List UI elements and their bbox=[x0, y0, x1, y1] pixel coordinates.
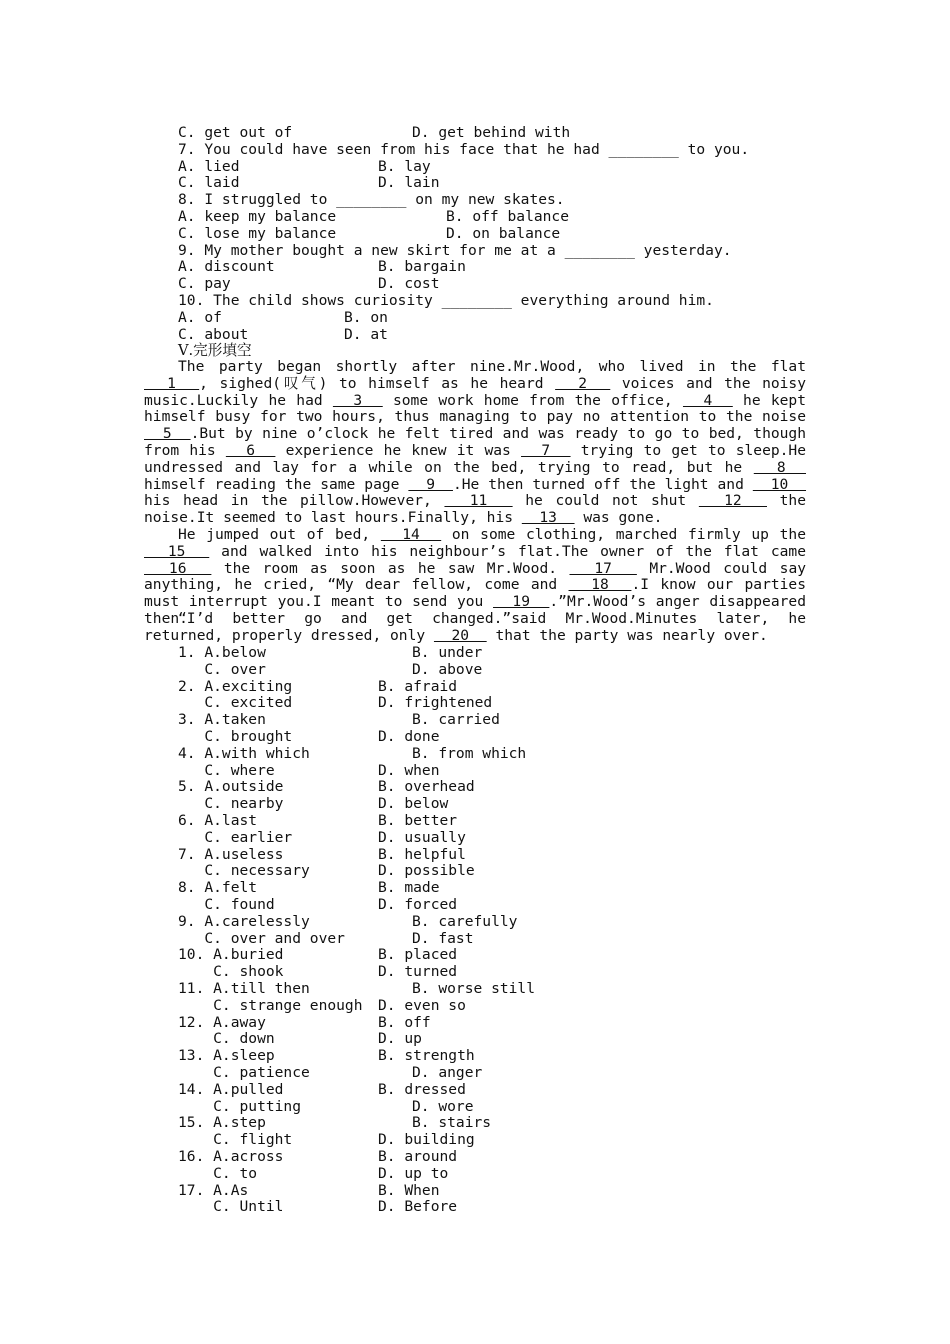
option-right: B. off balance bbox=[446, 208, 570, 225]
option-right: B. on bbox=[344, 308, 388, 326]
option-right: B. afraid bbox=[378, 677, 458, 695]
option-line bbox=[0, 896, 950, 913]
option-left: C. shook bbox=[178, 963, 284, 981]
option-line bbox=[0, 930, 950, 947]
cloze-blank[interactable]: 19 bbox=[493, 593, 550, 611]
option-left: C. necessary bbox=[178, 862, 310, 880]
cloze-blank[interactable]: 9 bbox=[408, 475, 453, 493]
question-line bbox=[0, 326, 950, 343]
question-line bbox=[0, 225, 950, 242]
option-line bbox=[0, 980, 950, 997]
option-line bbox=[0, 812, 950, 829]
passage-paragraph-1: The party began shortly after nine.Mr.Wood, who lived in the flat 1 , sighed(叹气) to himself as he heard 2 voices and the noisy music.Luckily he had 3 some work home from the office, 4 he kept himself busy for two hours, thus managing to pay no attention to the noise 5 .But by nine o’clock he felt tired and was ready to go to bed, though from his 6 experience he knew it was 7 trying to get to sleep.He undressed and lay for a while on the bed, trying to read, but he 8 himself reading the same page 9 .He then turned off the light and 10 his head in the pillow.However, 11 he could not shut 12 the noise.It seemed to last hours.Finally, his 13 was gone. bbox=[144, 358, 807, 527]
option-right: B. around bbox=[378, 1148, 458, 1165]
option-right: D. wore bbox=[412, 1097, 474, 1115]
cloze-blank[interactable]: 4 bbox=[682, 391, 733, 409]
option-right: D. forced bbox=[378, 896, 458, 913]
option-line bbox=[0, 644, 950, 661]
option-line bbox=[0, 1064, 950, 1081]
option-left: C. over and over bbox=[178, 929, 345, 947]
option-line bbox=[0, 1030, 950, 1047]
question-line bbox=[0, 124, 950, 141]
option-right: B. bargain bbox=[378, 258, 466, 276]
option-line bbox=[0, 913, 950, 930]
option-right: B. under bbox=[412, 644, 483, 661]
option-left: C. down bbox=[178, 1030, 275, 1048]
option-line bbox=[0, 1148, 950, 1165]
question-stem: 10. The child shows curiosity ________ everything around him. bbox=[178, 292, 714, 309]
question-line bbox=[0, 191, 950, 208]
option-right: D. at bbox=[344, 325, 388, 343]
cloze-blank[interactable]: 10 bbox=[752, 475, 807, 493]
option-left: C. nearby bbox=[178, 795, 284, 813]
cloze-blank[interactable]: 17 bbox=[569, 559, 637, 577]
question-stem: 8. I struggled to ________ on my new skates. bbox=[178, 191, 565, 209]
option-line bbox=[0, 946, 950, 963]
cloze-blank[interactable]: 3 bbox=[332, 391, 383, 409]
option-line bbox=[0, 728, 950, 745]
option-left: C. strange enough bbox=[178, 996, 363, 1014]
option-left: A. of bbox=[178, 308, 222, 326]
option-left: C. about bbox=[178, 325, 249, 343]
cloze-blank[interactable]: 8 bbox=[753, 458, 806, 476]
option-right: B. from which bbox=[412, 744, 527, 762]
option-right: B. overhead bbox=[378, 778, 475, 796]
option-left: 13. A.sleep bbox=[178, 1047, 275, 1065]
question-line bbox=[0, 208, 950, 225]
option-line bbox=[0, 795, 950, 812]
option-right: B. strength bbox=[378, 1047, 475, 1065]
cloze-blank[interactable]: 5 bbox=[144, 425, 191, 443]
option-left: C. patience bbox=[178, 1064, 310, 1081]
cloze-blank[interactable]: 7 bbox=[521, 441, 571, 459]
option-left: 16. A.across bbox=[178, 1148, 284, 1165]
option-right: D. below bbox=[378, 795, 449, 813]
option-right: B. helpful bbox=[378, 845, 466, 863]
option-right: B. lay bbox=[378, 157, 431, 175]
cloze-blank[interactable]: 6 bbox=[225, 441, 276, 459]
option-line bbox=[0, 745, 950, 762]
option-line bbox=[0, 846, 950, 863]
option-line bbox=[0, 678, 950, 695]
option-left: C. brought bbox=[178, 728, 293, 745]
option-line bbox=[0, 1198, 950, 1215]
question-line bbox=[0, 309, 950, 326]
option-line bbox=[0, 1098, 950, 1115]
option-left: 4. A.with which bbox=[178, 744, 310, 762]
option-left: C. excited bbox=[178, 694, 293, 712]
option-line bbox=[0, 1081, 950, 1098]
option-right: D. cost bbox=[378, 275, 440, 293]
option-right: B. made bbox=[378, 879, 440, 897]
option-line bbox=[0, 1182, 950, 1199]
question-line bbox=[0, 292, 950, 309]
cloze-blank[interactable]: 13 bbox=[521, 509, 575, 527]
option-left: A. lied bbox=[178, 157, 240, 175]
option-left: C. lose my balance bbox=[178, 224, 337, 242]
passage-paragraph-3: “I’d better go and get changed.”said Mr.Wood.Minutes later, he returned, properly dressed, only 20 that the party was nearly over. bbox=[144, 610, 806, 644]
option-left: 6. A.last bbox=[178, 812, 258, 829]
option-left: C. get out of bbox=[178, 124, 293, 141]
question-stem: 9. My mother bought a new skirt for me at a ________ yesterday. bbox=[178, 241, 732, 259]
option-line bbox=[0, 1014, 950, 1031]
option-right: B. dressed bbox=[378, 1080, 466, 1098]
option-line bbox=[0, 963, 950, 980]
option-left: 1. A.below bbox=[178, 644, 266, 661]
option-line bbox=[0, 694, 950, 711]
option-right: D. above bbox=[412, 660, 483, 678]
cloze-blank[interactable]: 14 bbox=[380, 526, 442, 543]
option-right: B. off bbox=[378, 1013, 431, 1031]
option-left: C. flight bbox=[178, 1131, 293, 1149]
option-left: 10. A.buried bbox=[178, 946, 284, 964]
option-line bbox=[0, 1047, 950, 1064]
option-left: 12. A.away bbox=[178, 1013, 266, 1031]
option-right: D. up to bbox=[378, 1164, 449, 1182]
option-left: C. putting bbox=[178, 1097, 302, 1115]
cloze-blank[interactable]: 18 bbox=[568, 576, 632, 594]
option-right: D. up bbox=[378, 1030, 422, 1048]
option-right: D. anger bbox=[412, 1064, 483, 1081]
option-left: C. to bbox=[178, 1164, 258, 1182]
question-stem: 7. You could have seen from his face that he had ________ to you. bbox=[178, 140, 750, 158]
option-right: D. when bbox=[378, 761, 440, 779]
option-left: C. laid bbox=[178, 174, 240, 192]
option-line bbox=[0, 1165, 950, 1182]
cloze-blank[interactable]: 2 bbox=[555, 374, 611, 392]
question-line bbox=[0, 275, 950, 292]
option-left: A. discount bbox=[178, 258, 275, 276]
cloze-blank[interactable]: 20 bbox=[433, 626, 487, 644]
option-left: 17. A.As bbox=[178, 1181, 249, 1199]
option-left: 7. A.useless bbox=[178, 845, 284, 863]
option-right: D. turned bbox=[378, 963, 458, 981]
option-left: 15. A.step bbox=[178, 1114, 266, 1132]
cloze-blank[interactable]: 1 bbox=[144, 374, 200, 392]
option-right: B. better bbox=[378, 812, 458, 829]
option-right: B. carefully bbox=[412, 912, 518, 930]
option-right: D. get behind with bbox=[412, 124, 571, 141]
option-line bbox=[0, 829, 950, 846]
question-line bbox=[0, 158, 950, 175]
option-right: D. frightened bbox=[378, 694, 493, 712]
option-left: C. pay bbox=[178, 275, 231, 293]
passage-paragraph-2: He jumped out of bed, 14 on some clothing, marched firmly up the 15 and walked into his neighbour’s flat.The owner of the flat came 16 the room as soon as he saw Mr.Wood. 17 Mr.Wood could say anything, he cried, “My dear fellow, come and 18 .I know our parties must interrupt you.I meant to send you 19 .”Mr.Wood’s anger disappeared then. bbox=[144, 526, 807, 627]
question-line bbox=[0, 242, 950, 259]
question-line bbox=[0, 174, 950, 191]
option-left: 3. A.taken bbox=[178, 711, 266, 729]
option-line bbox=[0, 1114, 950, 1131]
option-right: B. stairs bbox=[412, 1114, 492, 1132]
option-line bbox=[0, 762, 950, 779]
option-right: D. fast bbox=[412, 929, 474, 947]
option-line bbox=[0, 862, 950, 879]
option-right: D. done bbox=[378, 728, 440, 745]
option-right: D. on balance bbox=[446, 224, 561, 242]
option-line bbox=[0, 778, 950, 795]
question-line bbox=[0, 141, 950, 158]
option-left: A. keep my balance bbox=[178, 208, 337, 225]
option-line bbox=[0, 711, 950, 728]
section-heading: Ⅴ.完形填空 bbox=[178, 342, 252, 359]
option-right: D. lain bbox=[378, 174, 440, 192]
option-left: 2. A.exciting bbox=[178, 677, 293, 695]
option-line bbox=[0, 997, 950, 1014]
option-left: C. where bbox=[178, 761, 275, 779]
option-right: D. usually bbox=[378, 828, 466, 846]
question-line bbox=[0, 258, 950, 275]
option-left: 11. A.till then bbox=[178, 980, 310, 997]
option-left: 9. A.carelessly bbox=[178, 912, 310, 930]
cloze-blank[interactable]: 11 bbox=[444, 492, 513, 510]
option-line bbox=[0, 879, 950, 896]
option-right: D. possible bbox=[378, 862, 475, 880]
cloze-blank[interactable]: 15 bbox=[144, 542, 210, 560]
option-right: B. worse still bbox=[412, 980, 536, 997]
option-right: D. even so bbox=[378, 996, 466, 1014]
option-right: B. carried bbox=[412, 711, 500, 729]
option-left: 14. A.pulled bbox=[178, 1080, 284, 1098]
option-right: D. Before bbox=[378, 1198, 458, 1216]
option-line bbox=[0, 661, 950, 678]
option-left: C. found bbox=[178, 896, 275, 913]
option-left: 8. A.felt bbox=[178, 879, 258, 897]
option-right: B. When bbox=[378, 1181, 440, 1199]
option-right: B. placed bbox=[378, 946, 458, 964]
option-right: D. building bbox=[378, 1131, 475, 1149]
option-left: C. Until bbox=[178, 1198, 284, 1216]
cloze-blank[interactable]: 16 bbox=[144, 559, 212, 577]
option-left: C. earlier bbox=[178, 828, 293, 846]
option-line bbox=[0, 1131, 950, 1148]
option-left: 5. A.outside bbox=[178, 778, 284, 796]
option-left: C. over bbox=[178, 660, 266, 678]
cloze-blank[interactable]: 12 bbox=[698, 492, 767, 510]
